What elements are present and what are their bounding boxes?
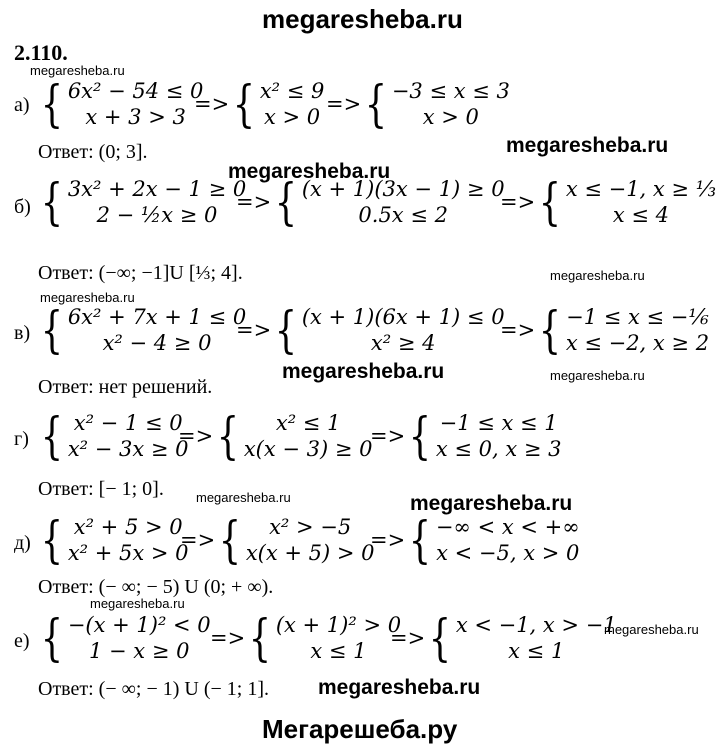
brace-icon: {	[218, 511, 242, 569]
watermark: megaresheba.ru	[604, 622, 699, 637]
implies-arrow: =>	[500, 190, 536, 214]
system-c-1: { 6x² + 7x + 1 ≤ 0 x² − 4 ≥ 0	[40, 301, 247, 359]
watermark: megaresheba.ru	[410, 492, 573, 515]
implies-arrow: =>	[390, 626, 426, 650]
implies-arrow: =>	[236, 318, 272, 342]
system-a-3: { −3 ≤ x ≤ 3 x > 0	[364, 75, 510, 133]
brace-icon: {	[274, 173, 298, 231]
brace-icon: {	[40, 173, 64, 231]
system-c-3: { −1 ≤ x ≤ −⅙ x ≤ −2, x ≥ 2	[538, 301, 710, 359]
brace-icon: {	[364, 75, 388, 133]
part-label-f: е)	[14, 630, 30, 652]
system-f-3: { x < −1, x > −1 x ≤ 1	[428, 609, 617, 667]
brace-icon: {	[40, 301, 64, 359]
system-d-1: { x² − 1 ≤ 0 x² − 3x ≥ 0	[40, 407, 189, 465]
system-d-3: { −1 ≤ x ≤ 1 x ≤ 0, x ≥ 3	[408, 407, 562, 465]
brace-icon: {	[40, 407, 64, 465]
watermark: megaresheba.ru	[506, 134, 669, 157]
system-b-2: { (x + 1)(3x − 1) ≥ 0 0.5x ≤ 2	[274, 173, 505, 231]
watermark-top: megaresheba.ru	[262, 4, 463, 34]
watermark: megaresheba.ru	[196, 490, 291, 505]
answer-a: Ответ: (0; 3].	[38, 141, 148, 163]
implies-arrow: =>	[370, 424, 406, 448]
implies-arrow: =>	[500, 318, 536, 342]
brace-icon: {	[428, 609, 452, 667]
part-label-a: а)	[14, 94, 30, 116]
answer-b: Ответ: (−∞; −1]U [⅓; 4].	[38, 262, 243, 284]
brace-icon: {	[538, 301, 562, 359]
system-f-2: { (x + 1)² > 0 x ≤ 1	[248, 609, 402, 667]
part-label-c: в)	[14, 322, 31, 344]
implies-arrow: =>	[194, 92, 230, 116]
answer-d: Ответ: [− 1; 0].	[38, 478, 164, 500]
system-f-1: { −(x + 1)² < 0 1 − x ≥ 0	[40, 609, 211, 667]
brace-icon: {	[538, 173, 562, 231]
system-e-3: { −∞ < x < +∞ x < −5, x > 0	[408, 511, 580, 569]
problem-number: 2.110.	[14, 40, 68, 65]
answer-e: Ответ: (− ∞; − 5) U (0; + ∞).	[38, 576, 274, 598]
system-e-2: { x² > −5 x(x + 5) > 0	[218, 511, 375, 569]
brace-icon: {	[216, 407, 240, 465]
implies-arrow: =>	[210, 626, 246, 650]
answer-c: Ответ: нет решений.	[38, 376, 213, 398]
footer-brand: Мегарешеба.ру	[262, 714, 458, 744]
brace-icon: {	[232, 75, 256, 133]
brace-icon: {	[40, 609, 64, 667]
system-e-1: { x² + 5 > 0 x² + 5x > 0	[40, 511, 189, 569]
watermark: megaresheba.ru	[40, 290, 135, 305]
watermark: megaresheba.ru	[550, 268, 645, 283]
brace-icon: {	[248, 609, 272, 667]
implies-arrow: =>	[326, 92, 362, 116]
watermark: megaresheba.ru	[228, 160, 391, 183]
system-b-3: { x ≤ −1, x ≥ ⅓ x ≤ 4	[538, 173, 717, 231]
part-label-d: г)	[14, 428, 29, 450]
implies-arrow: =>	[370, 528, 406, 552]
brace-icon: {	[40, 511, 64, 569]
implies-arrow: =>	[236, 190, 272, 214]
brace-icon: {	[408, 511, 432, 569]
system-b-1: { 3x² + 2x − 1 ≥ 0 2 − ½x ≥ 0	[40, 173, 247, 231]
system-c-2: { (x + 1)(6x + 1) ≤ 0 x² ≥ 4	[274, 301, 505, 359]
brace-icon: {	[40, 75, 64, 133]
watermark: megaresheba.ru	[30, 63, 125, 78]
watermark: megaresheba.ru	[318, 676, 481, 699]
implies-arrow: =>	[178, 424, 214, 448]
brace-icon: {	[274, 301, 298, 359]
implies-arrow: =>	[180, 528, 216, 552]
brace-icon: {	[408, 407, 432, 465]
watermark: megaresheba.ru	[282, 360, 445, 383]
watermark: megaresheba.ru	[90, 596, 185, 611]
watermark: megaresheba.ru	[550, 368, 645, 383]
system-a-2: { x² ≤ 9 x > 0	[232, 75, 325, 133]
system-d-2: { x² ≤ 1 x(x − 3) ≥ 0	[216, 407, 373, 465]
answer-f: Ответ: (− ∞; − 1) U (− 1; 1].	[38, 678, 269, 700]
part-label-b: б)	[14, 196, 31, 218]
part-label-e: д)	[14, 532, 31, 554]
system-a-1: { 6x² − 54 ≤ 0 x + 3 > 3	[40, 75, 204, 133]
